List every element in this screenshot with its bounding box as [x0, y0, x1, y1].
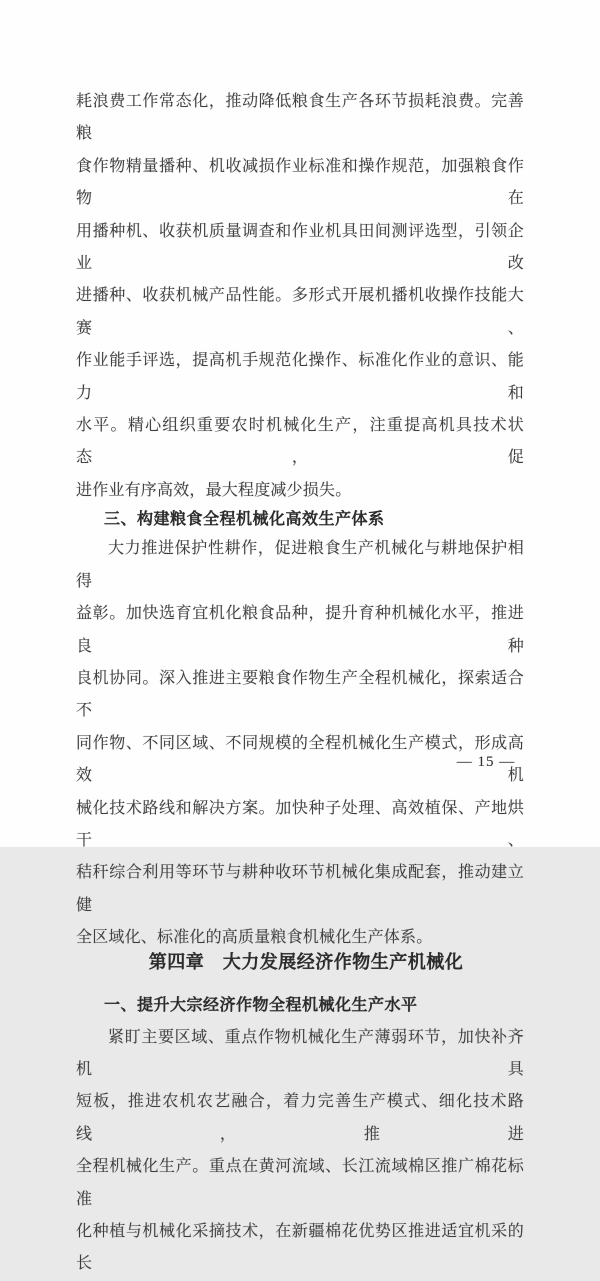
- body-line: 进播种、收获机械产品性能。多形式开展机播机收操作技能大赛、: [76, 287, 524, 337]
- body-line: 械化技术路线和解决方案。加快种子处理、高效植保、产地烘干、: [76, 799, 524, 849]
- section-heading-three: 三、构建粮食全程机械化高效生产体系: [104, 511, 385, 529]
- body-line: 全程机械化生产。重点在黄河流域、长江流域棉区推广棉花标准: [76, 1158, 524, 1208]
- body-line: 短板，推进农机农艺融合，着力完善生产模式、细化技术路线，推进: [76, 1093, 524, 1143]
- paragraph: [76, 533, 524, 954]
- body-line: 水平。精心组织重要农时机械化生产，注重提高机具技术状态，促: [76, 417, 524, 467]
- body-line: 同作物、不同区域、不同规模的全程机械化生产模式，形成高效机: [76, 734, 524, 785]
- body-line: 作业能手评选，提高机手规范化操作、标准化作业的意识、能力和: [76, 352, 524, 402]
- body-line: 用播种机、收获机质量调查和作业机具田间测评选型，引领企业改: [76, 222, 524, 273]
- body-line: 秸秆综合利用等环节与耕种收环节机械化集成配套，推动建立健: [76, 864, 524, 914]
- body-line: 化种植与机械化采摘技术，在新疆棉花优势区推进适宜机采的长: [76, 1223, 524, 1273]
- body-line: 益彰。加快选育宜机化粮食品种，提升育种机械化水平，推进良种: [76, 605, 524, 655]
- body-line: 紧盯主要区域、重点作物机械化生产薄弱环节，加快补齐机具: [76, 1028, 524, 1078]
- body-line: 全区域化、标准化的高质量粮食机械化生产体系。: [76, 929, 433, 947]
- body-line: 耗浪费工作常态化，推动降低粮食生产各环节损耗浪费。完善粮: [76, 93, 524, 143]
- paragraph: [76, 86, 524, 507]
- document-body: [76, 86, 524, 1281]
- section-heading-one: 一、提升大宗经济作物全程机械化生产水平: [104, 996, 418, 1014]
- page-number: — 15 —: [456, 754, 516, 770]
- body-line: 进作业有序高效，最大程度减少损失。: [76, 481, 352, 499]
- body-line: 大力推进保护性耕作，促进粮食生产机械化与耕地保护相得: [76, 540, 524, 590]
- body-line: 良机协同。深入推进主要粮食作物生产全程机械化，探索适合不: [76, 669, 524, 720]
- body-line: 食作物精量播种、机收减损作业标准和操作规范，加强粮食作物在: [76, 157, 524, 208]
- chapter-heading: 第四章 大力发展经济作物生产机械化: [148, 951, 464, 972]
- paragraph: [76, 1022, 524, 1281]
